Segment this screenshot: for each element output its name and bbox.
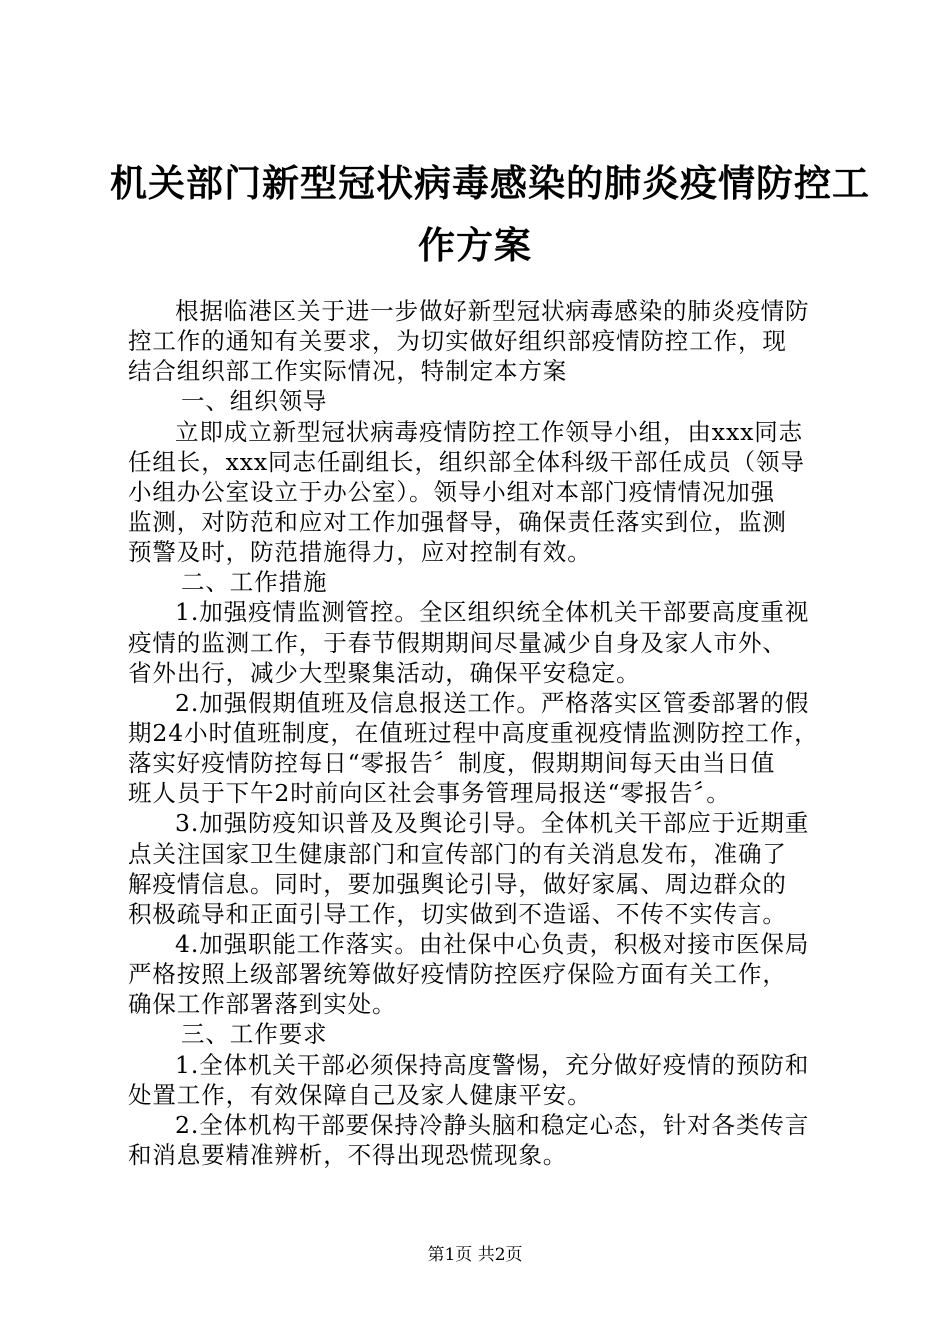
paragraph-line: 严格按照上级部署统筹做好疫情防控医疗保险方面有关工作， bbox=[128, 960, 787, 989]
paragraph-line: 积极疏导和正面引导工作，切实做到不造谣、不传不实传言。 bbox=[128, 899, 787, 928]
paragraph-line: 疫情的监测工作，于春节假期期间尽量减少自身及家人市外、 bbox=[128, 628, 787, 657]
paragraph-line: 班人员于下午2时前向区社会事务管理局报送“零报告〞。 bbox=[128, 779, 731, 808]
section-heading: 一、组织领导 bbox=[181, 387, 328, 416]
paragraph-line: 点关注国家卫生健康部门和宣传部门的有关消息发布，准确了 bbox=[128, 839, 787, 868]
paragraph-line: 1.加强疫情监测管控。全区组织统全体机关干部要高度重视 bbox=[175, 598, 810, 627]
paragraph-line: 和消息要精准辨析，不得出现恐慌现象。 bbox=[128, 1140, 568, 1169]
page-footer: 第1页 共2页 bbox=[427, 1245, 523, 1265]
paragraph-line: 2.加强假期值班及信息报送工作。严格落实区管委部署的假 bbox=[175, 688, 810, 717]
paragraph-line: 4.加强职能工作落实。由社保中心负责，积极对接市医保局 bbox=[175, 929, 810, 958]
paragraph-line: 处置工作，有效保障自己及家人健康平安。 bbox=[128, 1080, 592, 1109]
paragraph-line: 控工作的通知有关要求，为切实做好组织部疫情防控工作，现 bbox=[128, 327, 787, 356]
paragraph-line: 解疫情信息。同时，要加强舆论引导，做好家属、周边群众的 bbox=[128, 869, 787, 898]
paragraph-line: 2.全体机构干部要保持冷静头脑和稳定心态，针对各类传言 bbox=[175, 1110, 810, 1139]
paragraph-line: 监测，对防范和应对工作加强督导，确保责任落实到位，监测 bbox=[128, 507, 787, 536]
paragraph-line: 省外出行，减少大型聚集活动，确保平安稳定。 bbox=[128, 658, 641, 687]
paragraph-line: 期24小时值班制度，在值班过程中高度重视疫情监测防控工作， bbox=[128, 718, 819, 747]
paragraph-line: 确保工作部署落到实处。 bbox=[128, 990, 397, 1019]
section-heading: 三、工作要求 bbox=[181, 1020, 328, 1049]
paragraph-line: 立即成立新型冠状病毒疫情防控工作领导小组，由xxx同志 bbox=[175, 417, 804, 446]
paragraph-line: 预警及时，防范措施得力，应对控制有效。 bbox=[128, 538, 592, 567]
document-title-line-1: 机关部门新型冠状病毒感染的肺炎疫情防控工 bbox=[110, 161, 870, 205]
section-heading: 二、工作措施 bbox=[181, 568, 328, 597]
document-title-line-2: 作方案 bbox=[418, 223, 532, 267]
paragraph-line: 任组长，xxx同志任副组长，组织部全体科级干部任成员（领导 bbox=[128, 447, 805, 476]
paragraph-line: 1.全体机关干部必须保持高度警惕，充分做好疫情的预防和 bbox=[175, 1050, 810, 1079]
paragraph-line: 落实好疫情防控每日“零报告〞制度，假期期间每天由当日值 bbox=[128, 749, 776, 778]
paragraph-line: 结合组织部工作实际情况，特制定本方案 bbox=[128, 357, 568, 386]
paragraph-line: 小组办公室设立于办公室）。领导小组对本部门疫情情况加强 bbox=[128, 477, 776, 506]
paragraph-line: 3.加强防疫知识普及及舆论引导。全体机关干部应于近期重 bbox=[175, 809, 810, 838]
document-body bbox=[128, 296, 828, 1170]
paragraph-line: 根据临港区关于进一步做好新型冠状病毒感染的肺炎疫情防 bbox=[175, 297, 810, 325]
